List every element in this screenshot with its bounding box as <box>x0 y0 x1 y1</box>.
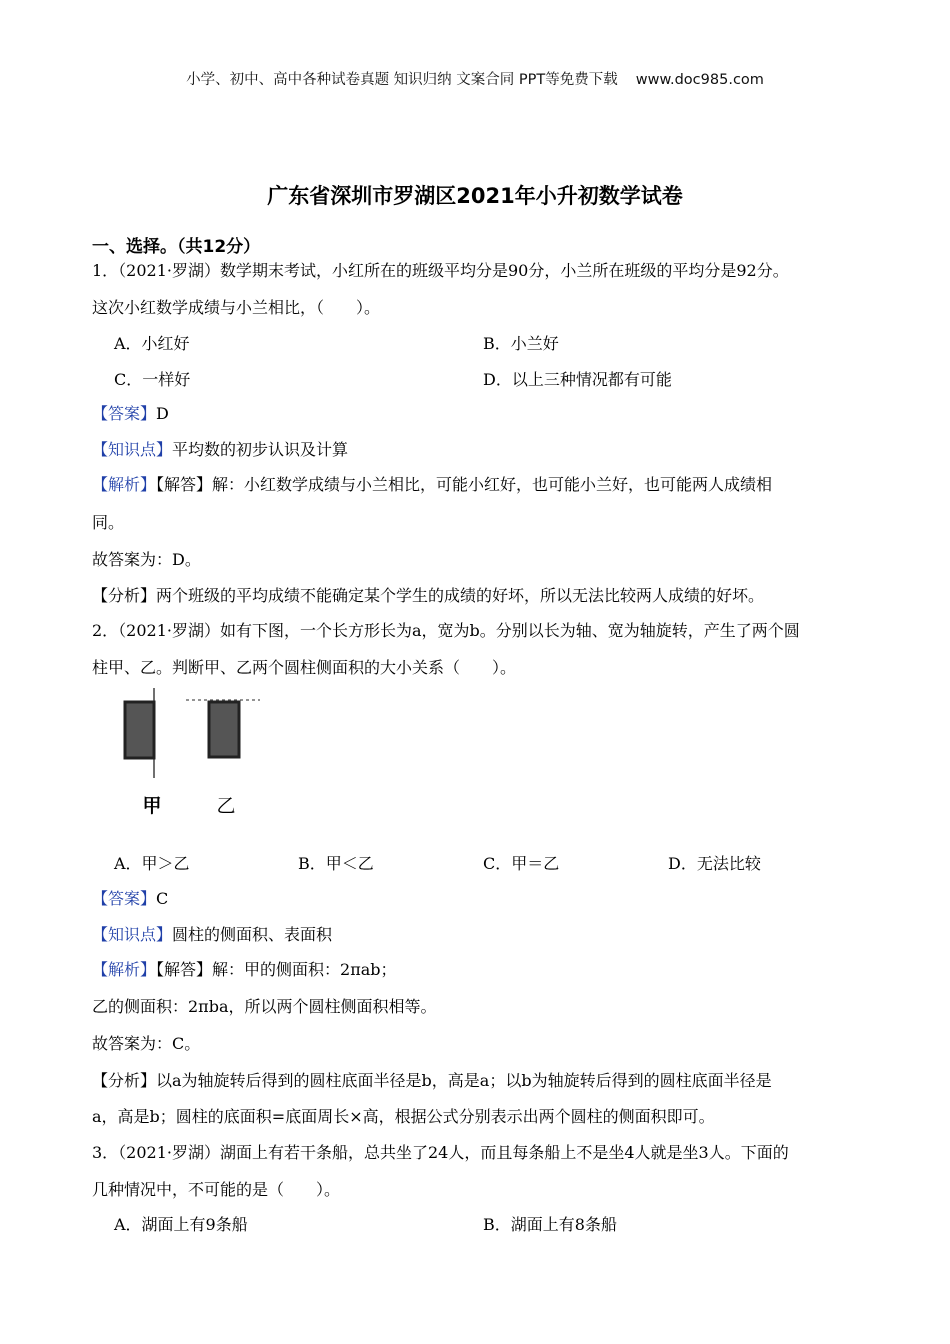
q2-option-d: D．无法比较 <box>668 854 761 873</box>
q1-option-b: B．小兰好 <box>483 334 559 353</box>
q1-stem-line1: 1．（2021·罗湖）数学期末考试，小红所在的班级平均分是90分，小兰所在班级的平均分是92分。 <box>92 261 789 280</box>
q1-analysis-line2: 同。 <box>92 513 125 532</box>
page-header <box>0 68 950 89</box>
analysis-tag: 【解析】 <box>92 475 157 494</box>
q2-knowledge-point <box>92 922 332 945</box>
q2-option-b: B．甲＜乙 <box>298 854 374 873</box>
label-yi: 乙 <box>216 795 236 817</box>
q1-knowledge-point <box>92 437 348 460</box>
q2-stem-line2: 柱甲、乙。判断甲、乙两个圆柱侧面积的大小关系（ ）。 <box>92 658 517 677</box>
header-text: 小学、初中、高中各种试卷真题 知识归纳 文案合同 PPT等免费下载 <box>186 72 618 88</box>
header-url[interactable]: www.doc985.com <box>635 72 764 88</box>
analysis-text: 【解答】解：小红数学成绩与小兰相比，可能小红好，也可能小兰好，也可能两人成绩相 <box>156 475 773 494</box>
q1-option-d: D．以上三种情况都有可能 <box>483 370 672 389</box>
q2-analysis-line1 <box>92 957 397 980</box>
q2-explanation-line2: a，高是b；圆柱的底面积=底面周长×高，根据公式分别表示出两个圆柱的侧面积即可。 <box>92 1107 715 1126</box>
knowledge-text: 圆柱的侧面积、表面积 <box>172 925 333 944</box>
analysis-text: 【解答】解：甲的侧面积：2πab； <box>156 960 397 979</box>
q1-analysis-line1 <box>92 472 772 495</box>
knowledge-tag: 【知识点】 <box>92 925 173 944</box>
answer-tag: 【答案】 <box>92 889 157 908</box>
section-heading: 一、选择。（共12分） <box>92 237 261 257</box>
q1-conclusion: 故答案为：D。 <box>92 550 201 569</box>
q2-explanation-line1: 【分析】以a为轴旋转后得到的圆柱底面半径是b，高是a；以b为轴旋转后得到的圆柱底面半径是 <box>92 1071 772 1090</box>
figure-svg <box>110 688 280 828</box>
page-title: 广东省深圳市罗湖区2021年小升初数学试卷 <box>267 184 683 208</box>
q1-option-c: C．一样好 <box>114 370 191 389</box>
q2-conclusion: 故答案为：C。 <box>92 1034 201 1053</box>
q1-answer <box>92 401 169 424</box>
answer-value: C <box>156 889 169 908</box>
q2-option-a: A．甲＞乙 <box>114 854 190 873</box>
label-jia: 甲 <box>142 795 162 817</box>
q2-stem-line1: 2．（2021·罗湖）如有下图，一个长方形长为a，宽为b。分别以长为轴、宽为轴旋转，产生了两个圆 <box>92 621 800 640</box>
answer-value: D <box>156 404 169 423</box>
yi-rectangle <box>209 702 239 757</box>
q3-option-b: B．湖面上有8条船 <box>483 1215 617 1234</box>
jia-rectangle <box>125 702 154 758</box>
q2-option-c: C．甲＝乙 <box>483 854 560 873</box>
q2-analysis-line2: 乙的侧面积：2πba，所以两个圆柱侧面积相等。 <box>92 997 437 1016</box>
q2-answer <box>92 886 168 909</box>
q3-stem-line1: 3．（2021·罗湖）湖面上有若干条船，总共坐了24人，而且每条船上不是坐4人就是坐3人。下面的 <box>92 1143 789 1162</box>
q1-option-a: A．小红好 <box>114 334 190 353</box>
analysis-tag: 【解析】 <box>92 960 157 979</box>
q1-stem-line2: 这次小红数学成绩与小兰相比，（ ）。 <box>92 298 381 317</box>
knowledge-text: 平均数的初步认识及计算 <box>172 440 349 459</box>
q3-stem-line2: 几种情况中，不可能的是（ ）。 <box>92 1180 341 1199</box>
knowledge-tag: 【知识点】 <box>92 440 173 459</box>
q1-explanation: 【分析】两个班级的平均成绩不能确定某个学生的成绩的好坏，所以无法比较两人成绩的好坏。 <box>92 586 765 605</box>
q3-option-a: A．湖面上有9条船 <box>114 1215 248 1234</box>
answer-tag: 【答案】 <box>92 404 157 423</box>
rectangle-rotation-figure <box>110 688 280 828</box>
